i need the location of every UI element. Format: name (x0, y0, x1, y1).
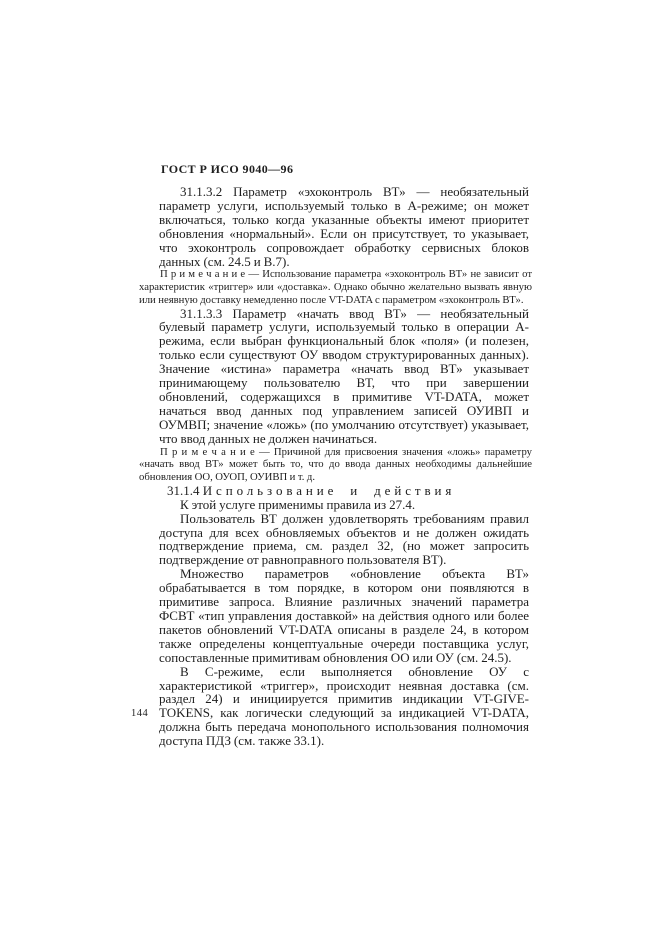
page-number: 144 (131, 708, 149, 719)
body-paragraph: Пользователь ВТ должен удовлетворять требованиям правил доступа для всех обновляемых объектов и не должен ожидать подтверждение приема, см. раздел 32, (но может запросить подтверждение от равноправного пользователя ВТ). (159, 510, 529, 568)
body-paragraph: К этой услуге применимы правила из 27.4. (180, 496, 416, 512)
body-paragraph: 31.1.3.3 Параметр «начать ввод ВТ» — необязательный булевый параметр услуги, используемый только в операции А-режима, если выбран функциональный блок «поля» (и полезен, только если существуют ОУ вводом структурированных данных). Значение «истина» параметра «начать ввод ВТ» указывает принимающему пользователю ВТ, что при завершении обновлений, содержащихся в примитиве VT-DATA, может начаться ввод данных под управлением записей ОУИВП и ОУМВП; значение «ложь» (по умолчанию отсутствует) указывает, что ввод данных не должен начинаться. (159, 305, 529, 446)
heading-number: 31.1.4 (167, 482, 203, 498)
section-heading (159, 484, 529, 498)
note-paragraph: П р и м е ч а н и е — Причиной для присвоения значения «ложь» параметру «начать ввод ВТ» может быть то, что до ввода данных необходимы дальнейшие обновления ОО, ОУОП, ОУИВП и т. д. (139, 445, 532, 484)
note-paragraph: П р и м е ч а н и е — Использование параметра «эхоконтроль ВТ» не зависит от характеристик «триггер» или «доставка». Однако обычно желательно вызвать явную или неявную доставку немедленно после VT-DATA с параметром «эхоконтроль ВТ». (139, 268, 532, 306)
heading-text: Использование и действия (202, 482, 456, 498)
body-paragraph: Множество параметров «обновление объекта ВТ» обрабатывается в том порядке, в котором они появляются в примитиве запроса. Влияние различных значений параметра ФСВТ «тип управления доставкой» на действия одного или более пакетов обновлений VT-DATA описаны в разделе 24, в котором также определены концептуальные очереди поставщика услуг, сопоставленные примитивам обновления ОО или ОУ (см. 24.5). (159, 566, 529, 665)
body-paragraph: В С-режиме, если выполняется обновление ОУ с характеристикой «триггер», происходит неявная доставка (см. раздел 24) и инициируется примитив индикации VT-GIVE-TOKENS, как логически следующий за индикацией VT-DATA, должна быть передача монопольного использования полномочия доступа ПДЗ (см. также 33.1). (159, 663, 529, 749)
running-header: ГОСТ Р ИСО 9040—96 (161, 162, 294, 176)
body-paragraph: 31.1.3.2 Параметр «эхоконтроль ВТ» — необязательный параметр услуги, используемый только в А-режиме; он может включаться, только когда указанные объекты имеют приоритет обновления «нормальный». Если он присутствует, то указывает, что эхоконтроль сопровождает обработку сервисных блоков данных (см. 24.5 и В.7). (159, 184, 529, 269)
